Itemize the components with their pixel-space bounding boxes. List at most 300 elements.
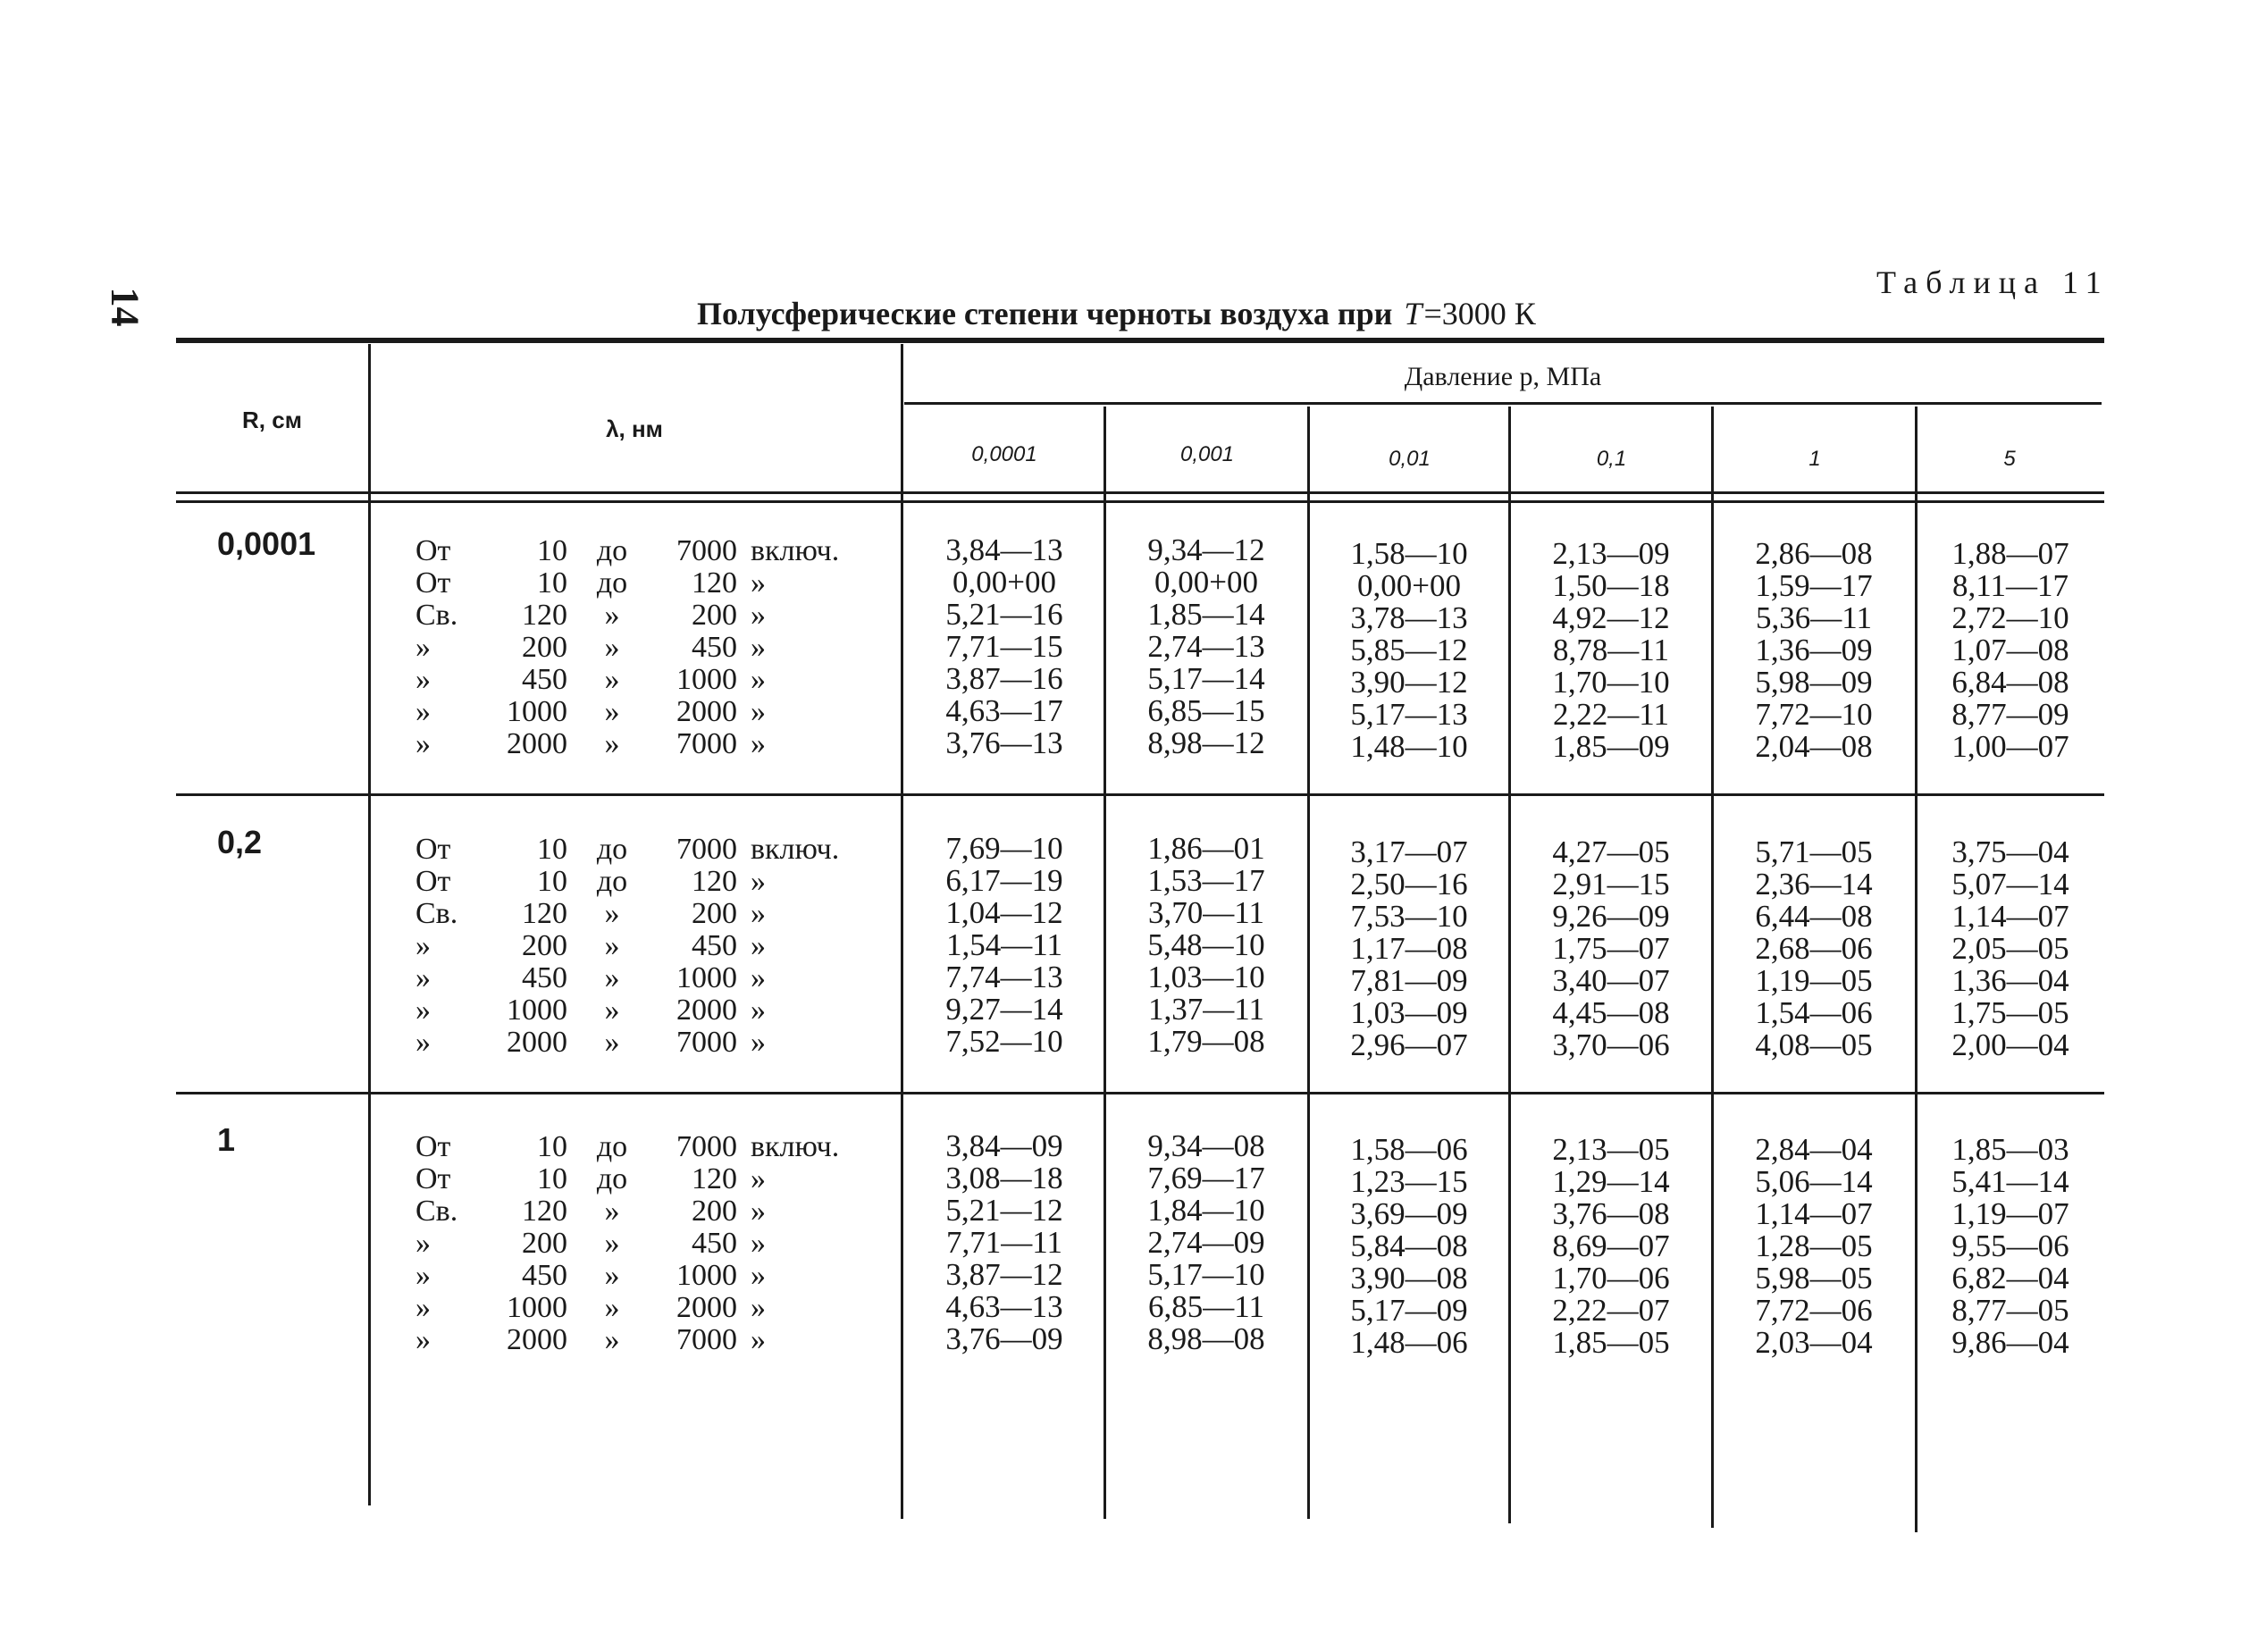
group-r-value: 0,0001 [217,525,316,562]
wavelength-cell: 2000 [676,994,737,1027]
wavelength-cell: 7000 [676,727,737,760]
wavelength-cell: 10 [537,833,567,866]
table-cell: 1,58—06 [1350,1132,1468,1167]
wavelength-cell: 1000 [676,961,737,994]
wavelength-cell: 10 [537,865,567,898]
table-cell: 3,70—11 [1148,895,1264,930]
pressure-column-values [907,833,1102,1058]
wavelength-cell: до [596,865,628,898]
table-cell: 1,19—05 [1755,963,1873,998]
header-bottom-rule-2 [176,500,2104,503]
table-cell: 1,86—01 [1147,831,1265,866]
table-cell: 1,88—07 [1951,536,2069,571]
table-cell: 4,45—08 [1552,995,1670,1030]
wavelength-cell: » [751,599,766,632]
pressure-column-values [1716,1134,1912,1359]
wavelength-cell: » [751,663,766,696]
wavelength-cell: » [751,1291,766,1324]
wavelength-cell: » [415,663,431,696]
wavelength-range-row [415,929,880,961]
col-divider-lambda [901,344,903,1519]
table-cell: 3,90—08 [1350,1261,1468,1296]
pressure-value: 0,1 [1596,447,1627,471]
wavelength-range-row [415,1162,880,1195]
wavelength-cell: » [751,929,766,962]
table-cell: 2,96—07 [1350,1027,1468,1062]
wavelength-cell: 2000 [507,1026,567,1059]
wavelength-cell: 450 [522,1259,567,1292]
wavelength-cell: » [751,631,766,664]
pressure-column-values [1312,538,1506,763]
table-cell: 9,34—12 [1147,532,1265,567]
wavelength-cell: » [415,1291,431,1324]
table-cell: 7,81—09 [1350,963,1468,998]
table-cell: 5,17—10 [1147,1257,1265,1292]
wavelength-range-row [415,865,880,897]
wavelength-cell: 7000 [676,1130,737,1163]
wavelength-range-row [415,961,880,994]
wavelength-range-row [415,1259,880,1291]
table-cell: 1,54—11 [946,927,1062,962]
wavelength-cell: » [751,566,766,600]
wavelength-cell: 7000 [676,1026,737,1059]
table-cell: 2,74—09 [1147,1225,1265,1260]
wavelength-cell: » [751,961,766,994]
table-cell: 7,52—10 [945,1024,1063,1059]
wavelength-cell: 1000 [507,1291,567,1324]
pressure-column-values [907,534,1102,759]
table-cell: 1,79—08 [1147,1024,1265,1059]
wavelength-cell: От [415,833,451,866]
table-cell: 1,50—18 [1552,568,1670,603]
table-cell: 6,85—15 [1147,693,1265,728]
pressure-column-values [1108,1130,1305,1355]
pressure-column-values [1108,534,1305,759]
table-cell: 8,77—09 [1951,697,2069,732]
wavelength-cell: » [751,1026,766,1059]
table-cell: 7,69—17 [1147,1161,1265,1195]
wavelength-cell: » [415,631,431,664]
table-cell: 8,98—08 [1147,1321,1265,1356]
wavelength-cell: » [604,929,620,962]
table-cell: 3,78—13 [1350,600,1468,635]
table-cell: 3,84—13 [945,532,1063,567]
wavelength-range-row [415,727,880,759]
pressure-value: 0,0001 [971,442,1037,466]
wavelength-cell: » [415,929,431,962]
table-cell: 1,75—07 [1552,931,1670,966]
table-cell: 1,70—06 [1552,1261,1670,1296]
table-cell: 2,05—05 [1951,931,2069,966]
pressure-column-values [907,1130,1102,1355]
table-cell: 1,28—05 [1755,1229,1873,1263]
wavelength-range-row [415,994,880,1026]
wavelength-cell: до [596,833,628,866]
wavelength-cell: » [415,1259,431,1292]
table-cell: 9,86—04 [1951,1325,2069,1360]
wavelength-cell: » [604,1259,620,1292]
wavelength-range-row [415,1291,880,1323]
table-cell: 8,69—07 [1552,1229,1670,1263]
wavelength-cell: 120 [692,1162,737,1195]
table-cell: 9,55—06 [1951,1229,2069,1263]
table-cell: 1,00—07 [1951,729,2069,764]
wavelength-range-row [415,833,880,865]
table-cell: 5,21—16 [945,597,1063,632]
wavelength-cell: От [415,1162,451,1195]
table-cell: 4,08—05 [1755,1027,1873,1062]
table-cell: 1,85—14 [1147,597,1265,632]
wavelength-cell: 450 [692,631,737,664]
table-cell: 3,76—08 [1552,1196,1670,1231]
table-cell: 7,71—11 [946,1225,1062,1260]
wavelength-cell: 120 [692,865,737,898]
wavelength-cell: 200 [522,631,567,664]
wavelength-cell: » [604,1323,620,1356]
col-divider-p4 [1711,407,1714,1528]
wavelength-cell: до [596,1162,628,1195]
pressure-column-values [1716,538,1912,763]
header-lambda: λ, нм [606,415,663,442]
wavelength-cell: 200 [692,1195,737,1228]
table-cell: 3,87—12 [945,1257,1063,1292]
table-cell: 5,17—09 [1350,1293,1468,1328]
table-cell: 2,36—14 [1755,867,1873,901]
wavelength-cell: » [751,1162,766,1195]
pressure-column-values [1312,836,1506,1061]
table-cell: 6,44—08 [1755,899,1873,934]
wavelength-cell: » [604,695,620,728]
wavelength-cell: включ. [751,833,840,866]
table-cell: 4,27—05 [1552,834,1670,869]
wavelength-cell: 120 [522,599,567,632]
table-cell: 1,03—10 [1147,960,1265,994]
table-cell: 2,04—08 [1755,729,1873,764]
table-cell: 1,70—10 [1552,665,1670,700]
table-cell: 1,85—03 [1951,1132,2069,1167]
wavelength-cell: » [604,663,620,696]
wavelength-cell: Св. [415,1195,458,1228]
table-cell: 1,84—10 [1147,1193,1265,1228]
table-cell: 0,00+00 [1357,568,1461,603]
table-cell: 2,00—04 [1951,1027,2069,1062]
wavelength-cell: до [596,566,628,600]
wavelength-range-row [415,566,880,599]
wavelength-cell: От [415,865,451,898]
wavelength-cell: » [604,994,620,1027]
wavelength-cell: 10 [537,534,567,567]
table-cell: 1,23—15 [1350,1164,1468,1199]
table-cell: 3,69—09 [1350,1196,1468,1231]
table-cell: 4,63—13 [945,1289,1063,1324]
pressure-value: 1 [1808,447,1821,471]
wavelength-cell: » [415,994,431,1027]
wavelength-cell: 7000 [676,833,737,866]
table-cell: 2,72—10 [1951,600,2069,635]
table-cell: 5,48—10 [1147,927,1265,962]
table-cell: 1,07—08 [1951,633,2069,667]
wavelength-cell: 2000 [507,727,567,760]
wavelength-cell: » [415,1026,431,1059]
pressure-column-values [1513,538,1709,763]
pressure-column-values [1716,836,1912,1061]
header-pressure: Давление p, МПа [1404,362,1602,391]
wavelength-range-row [415,1323,880,1355]
table-cell: 3,70—06 [1552,1027,1670,1062]
wavelength-cell: 1000 [676,663,737,696]
table-cell: 1,58—10 [1350,536,1468,571]
header-r: R, см [242,407,302,433]
wavelength-cell: » [415,695,431,728]
table-cell: 2,84—04 [1755,1132,1873,1167]
top-rule [176,338,2104,343]
wavelength-range-row [415,534,880,566]
pressure-column-values [1312,1134,1506,1359]
table-cell: 3,08—18 [945,1161,1063,1195]
wavelength-cell: 450 [692,929,737,962]
table-cell: 6,82—04 [1951,1261,2069,1296]
wavelength-range-row [415,695,880,727]
table-cell: 7,53—10 [1350,899,1468,934]
pressure-value: 0,001 [1179,442,1235,466]
group-r-value: 0,2 [217,824,263,860]
wavelength-range-row [415,897,880,929]
table-cell: 5,71—05 [1755,834,1873,869]
table-cell: 1,85—09 [1552,729,1670,764]
table-cell: 1,54—06 [1755,995,1873,1030]
table-cell: 7,69—10 [945,831,1063,866]
table-cell: 1,75—05 [1951,995,2069,1030]
col-divider-r [368,344,371,1505]
wavelength-cell: » [415,727,431,760]
col-divider-p2 [1307,407,1310,1519]
wavelength-cell: » [604,1195,620,1228]
wavelength-range-row [415,631,880,663]
wavelength-range-row [415,1130,880,1162]
wavelength-cell: » [751,994,766,1027]
pressure-column-values [1919,836,2102,1061]
col-divider-p1 [1104,407,1106,1519]
table-cell: 3,40—07 [1552,963,1670,998]
table-cell: 5,06—14 [1755,1164,1873,1199]
wavelength-cell: От [415,534,451,567]
wavelength-cell: 1000 [507,994,567,1027]
table-cell: 3,76—09 [945,1321,1063,1356]
group-divider-2 [176,1092,2104,1094]
table-cell: 1,48—06 [1350,1325,1468,1360]
wavelength-cell: до [596,1130,628,1163]
wavelength-cell: включ. [751,534,840,567]
page-number: 14 [103,287,147,327]
table-cell: 2,50—16 [1350,867,1468,901]
pressure-column-values [1513,1134,1709,1359]
wavelength-cell: 200 [692,897,737,930]
wavelength-cell: » [604,897,620,930]
table-cell: 4,63—17 [945,693,1063,728]
wavelength-cell: » [751,865,766,898]
table-cell: 1,85—05 [1552,1325,1670,1360]
table-cell: 7,74—13 [945,960,1063,994]
table-cell: 1,19—07 [1951,1196,2069,1231]
table-cell: 2,22—11 [1553,697,1669,732]
table-cell: 6,85—11 [1148,1289,1264,1324]
table-cell: 5,07—14 [1951,867,2069,901]
wavelength-cell: 200 [522,929,567,962]
wavelength-cell: » [751,1195,766,1228]
wavelength-cell: 1000 [676,1259,737,1292]
table-cell: 1,48—10 [1350,729,1468,764]
wavelength-cell: » [415,1323,431,1356]
wavelength-cell: включ. [751,1130,840,1163]
table-cell: 5,17—14 [1147,661,1265,696]
wavelength-cell: От [415,566,451,600]
wavelength-cell: » [415,961,431,994]
table-cell: 1,17—08 [1350,931,1468,966]
table-cell: 9,26—09 [1552,899,1670,934]
table-cell: 1,36—09 [1755,633,1873,667]
wavelength-range-row [415,1227,880,1259]
wavelength-cell: Св. [415,897,458,930]
wavelength-cell: 450 [522,663,567,696]
wavelength-cell: 7000 [676,534,737,567]
wavelength-cell: 120 [522,1195,567,1228]
wavelength-cell: » [604,1026,620,1059]
pressure-column-values [1919,1134,2102,1359]
table-cell: 1,53—17 [1147,863,1265,898]
table-cell: 1,36—04 [1951,963,2069,998]
table-cell: 3,17—07 [1350,834,1468,869]
group-r-value: 1 [217,1121,236,1158]
wavelength-cell: » [751,695,766,728]
table-cell: 1,14—07 [1755,1196,1873,1231]
table-cell: 5,98—09 [1755,665,1873,700]
table-cell: 2,22—07 [1552,1293,1670,1328]
table-cell: 5,98—05 [1755,1261,1873,1296]
title-value: =3000 К [1423,296,1536,331]
table-cell: 3,90—12 [1350,665,1468,700]
wavelength-cell: 450 [522,961,567,994]
table-cell: 2,03—04 [1755,1325,1873,1360]
table-cell: 8,78—11 [1553,633,1669,667]
table-cell: 9,34—08 [1147,1128,1265,1163]
table-cell: 7,72—10 [1755,697,1873,732]
table-cell: 8,98—12 [1147,725,1265,760]
table-cell: 4,92—12 [1552,600,1670,635]
pressure-subrule [904,402,2102,405]
table-cell: 5,36—11 [1756,600,1872,635]
wavelength-range-row [415,663,880,695]
wavelength-cell: 2000 [676,1291,737,1324]
wavelength-cell: » [604,599,620,632]
table-cell: 5,84—08 [1350,1229,1468,1263]
wavelength-cell: 10 [537,1162,567,1195]
wavelength-cell: 2000 [676,695,737,728]
wavelength-cell: » [415,1227,431,1260]
wavelength-range-row [415,599,880,631]
wavelength-cell: 200 [522,1227,567,1260]
col-divider-p5 [1915,407,1918,1532]
wavelength-cell: 10 [537,1130,567,1163]
table-cell: 1,04—12 [945,895,1063,930]
wavelength-cell: 2000 [507,1323,567,1356]
wavelength-cell: 7000 [676,1323,737,1356]
table-cell: 9,27—14 [945,992,1063,1027]
table-cell: 2,68—06 [1755,931,1873,966]
table-cell: 2,13—05 [1552,1132,1670,1167]
wavelength-cell: » [751,1323,766,1356]
wavelength-cell: » [604,961,620,994]
table-cell: 2,13—09 [1552,536,1670,571]
wavelength-cell: » [604,727,620,760]
title-prefix: Полусферические степени черноты воздуха при [697,296,1393,331]
table-title [697,295,1536,332]
pressure-column-values [1513,836,1709,1061]
table-cell: 5,85—12 [1350,633,1468,667]
table-cell: 3,84—09 [945,1128,1063,1163]
title-symbol: T [1404,296,1422,331]
table-cell: 2,74—13 [1147,629,1265,664]
table-cell: 0,00+00 [952,565,1056,600]
table-label: Таблица 11 [1876,264,2110,300]
pressure-value: 5 [2003,447,2016,471]
col-divider-p3 [1508,407,1511,1523]
wavelength-cell: 450 [692,1227,737,1260]
header-bottom-rule [176,491,2104,494]
table-cell: 1,37—11 [1148,992,1264,1027]
wavelength-cell: до [596,534,628,567]
wavelength-cell: » [751,727,766,760]
table-cell: 2,86—08 [1755,536,1873,571]
wavelength-cell: » [604,631,620,664]
wavelength-cell: 200 [692,599,737,632]
wavelength-range-row [415,1195,880,1227]
group-divider-1 [176,793,2104,796]
wavelength-cell: 120 [692,566,737,600]
wavelength-cell: » [751,897,766,930]
table-cell: 8,11—17 [1952,568,2069,603]
table-cell: 7,72—06 [1755,1293,1873,1328]
wavelength-cell: 1000 [507,695,567,728]
table-cell: 2,91—15 [1552,867,1670,901]
wavelength-cell: 10 [537,566,567,600]
table-cell: 7,71—15 [945,629,1063,664]
table-cell: 1,29—14 [1552,1164,1670,1199]
wavelength-cell: » [604,1227,620,1260]
wavelength-cell: Св. [415,599,458,632]
table-cell: 5,41—14 [1951,1164,2069,1199]
wavelength-cell: » [751,1259,766,1292]
table-cell: 1,14—07 [1951,899,2069,934]
table-cell: 6,84—08 [1951,665,2069,700]
table-cell: 6,17—19 [945,863,1063,898]
wavelength-cell: 120 [522,897,567,930]
wavelength-range-row [415,1026,880,1058]
table-cell: 0,00+00 [1154,565,1258,600]
pressure-value: 0,01 [1389,447,1431,471]
pressure-column-values [1919,538,2102,763]
table-cell: 3,87—16 [945,661,1063,696]
table-cell: 5,17—13 [1350,697,1468,732]
wavelength-cell: » [751,1227,766,1260]
table-cell: 1,59—17 [1755,568,1873,603]
table-cell: 8,77—05 [1951,1293,2069,1328]
table-cell: 3,75—04 [1951,834,2069,869]
wavelength-cell: От [415,1130,451,1163]
table-cell: 5,21—12 [945,1193,1063,1228]
table-cell: 3,76—13 [945,725,1063,760]
pressure-column-values [1108,833,1305,1058]
wavelength-cell: » [604,1291,620,1324]
